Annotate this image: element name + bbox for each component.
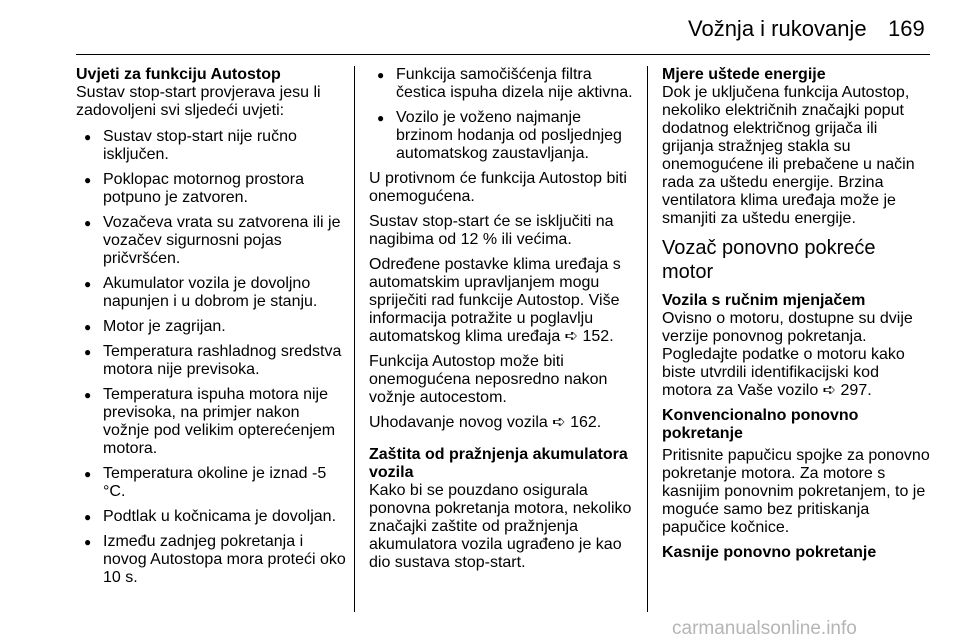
condition-list	[76, 128, 346, 587]
list-item: ● Poklopac motornog prostora potpuno je zatvoren.	[76, 171, 346, 207]
list-item: ● Vozilo je voženo najmanje brzinom hodanja od posljednjeg automatskog zaustavljanja.	[369, 109, 641, 163]
paragraph: Uhodavanje novog vozila ➪ 162.	[369, 414, 602, 431]
paragraph: Kako bi se pouzdano osigurala ponovna pokretanja motora, nekoliko značajki zaštite od pražnjenja akumulatora vozila ugrađeno je kao dio sustava stop-start.	[369, 482, 632, 571]
column-1	[76, 66, 346, 594]
paragraph: Dok je uključena funkcija Autostop, nekoliko električnih značajki poput dodatnog električnog grijača ili grijanja stražnjeg stakla su onemogućene ili prebačene u način rada za uštedu energije. Brzina ventilatora klima uređaja može je smanjiti za uštedu energije.	[662, 84, 915, 227]
section-heading: Uvjeti za funkciju Autostop	[76, 66, 281, 83]
page-header	[0, 0, 960, 56]
section-heading: Zaštita od pražnjenja akumulatora vozila	[369, 446, 628, 481]
column-divider-1	[354, 66, 355, 612]
list-item: ● Vozačeva vrata su zatvorena ili je vozačev sigurnosni pojas pričvršćen.	[76, 214, 346, 268]
list-item: ● Akumulator vozila je dovoljno napunjen i u dobrom je stanju.	[76, 275, 346, 311]
watermark: carmanualsonline.info	[672, 618, 857, 639]
paragraph: Pritisnite papučicu spojke za ponovno pokretanje motora. Za motore s kasnijim ponovnim pokretanjem, to je moguće samo bez pritiskanja papučice kočnice.	[662, 447, 930, 536]
page-number: 169	[888, 16, 925, 41]
paragraph: Funkcija Autostop može biti onemogućena neposredno nakon vožnje autocestom.	[369, 353, 608, 406]
list-item: ● Temperatura ispuha motora nije previsoka, na primjer nakon vožnje pod velikim opterećenjem motora.	[76, 386, 346, 458]
paragraph: Sustav stop-start provjerava jesu li zadovoljeni svi sljedeći uvjeti:	[76, 84, 321, 119]
column-divider-2	[647, 66, 648, 612]
list-item: ● Funkcija samočišćenja filtra čestica ispuha dizela nije aktivna.	[369, 66, 641, 102]
list-item: ● Između zadnjeg pokretanja i novog Autostopa mora proteći oko 10 s.	[76, 533, 346, 587]
chapter-title: Vožnja i rukovanje	[688, 16, 867, 41]
list-item: ● Temperatura okoline je iznad -5 °C.	[76, 465, 346, 501]
column-3	[662, 66, 932, 562]
condition-list-continued	[369, 66, 641, 163]
paragraph: Sustav stop-start će se isključiti na nagibima od 12 % ili većima.	[369, 213, 614, 248]
paragraph: U protivnom će funkcija Autostop biti onemogućena.	[369, 170, 627, 205]
section-title: Vozač ponovno pokreće motor	[662, 237, 876, 283]
column-2	[369, 66, 641, 579]
subsection-heading: Kasnije ponovno pokretanje	[662, 544, 877, 561]
list-item: ● Temperatura rashladnog sredstva motora nije previsoka.	[76, 343, 346, 379]
paragraph: Ovisno o motoru, dostupne su dvije verzije ponovnog pokretanja. Pogledajte podatke o motoru kako biste utvrdili identifikacijski kod motora za Vaše vozilo ➪ 297.	[662, 310, 913, 399]
paragraph: Određene postavke klima uređaja s automatskim upravljanjem mogu spriječiti rad funkcije Autostop. Više informacija potražite u poglavlju automatskog klima uređaja ➪ 152.	[369, 256, 621, 345]
list-item: ● Motor je zagrijan.	[76, 318, 346, 336]
subsection-heading: Konvencionalno ponovno pokretanje	[662, 407, 859, 442]
list-item: ● Podtlak u kočnicama je dovoljan.	[76, 508, 346, 526]
list-item: ● Sustav stop-start nije ručno isključen.	[76, 128, 346, 164]
subsection-heading: Vozila s ručnim mjenjačem	[662, 292, 866, 309]
section-heading: Mjere uštede energije	[662, 66, 826, 83]
header-rule	[76, 54, 930, 55]
